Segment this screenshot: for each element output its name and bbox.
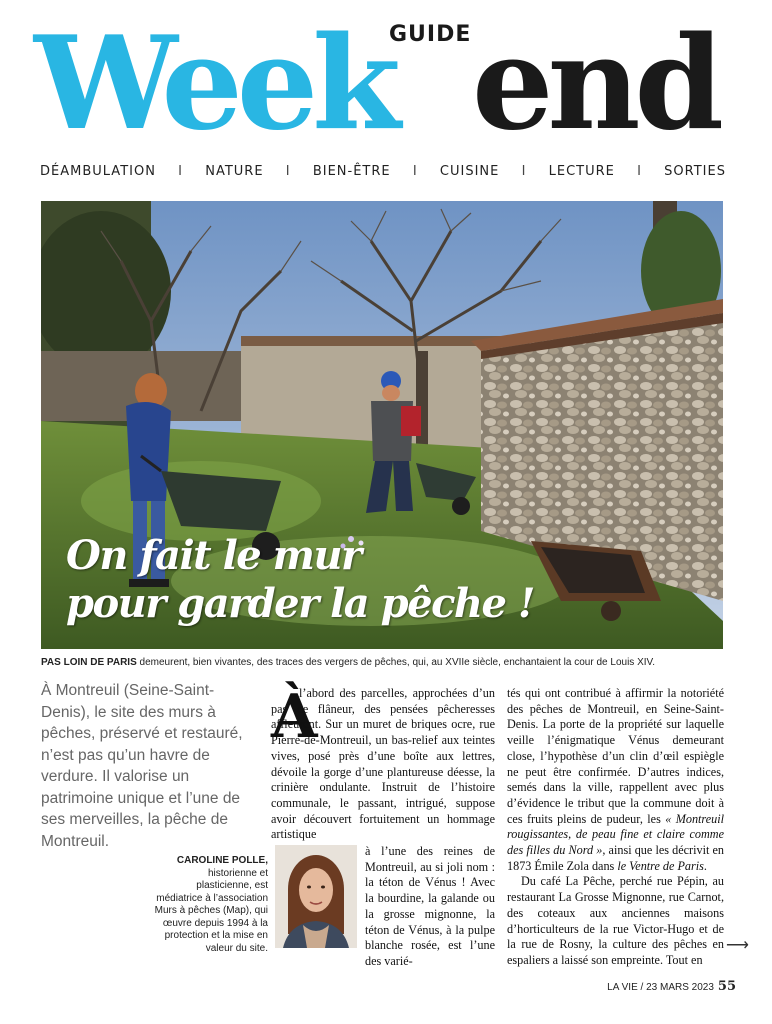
nav-item-lecture[interactable]: LECTURE	[548, 163, 615, 179]
nav-separator: I	[178, 163, 183, 179]
headline	[66, 532, 534, 628]
headline-line-2: pour garder la pêche !	[66, 580, 534, 627]
caption-lead: PAS LOIN DE PARIS	[41, 657, 137, 668]
col2-paragraph-1	[507, 686, 724, 873]
book-title: le Ventre de Paris	[617, 858, 704, 873]
author-bio: historienne et plasticienne, est médiatrice à l’association Murs à pêches (Map), qui œuvre depuis 1994 à la protection et la mise en valeur du site.	[154, 867, 268, 954]
nav-item-deambulation[interactable]: DÉAMBULATION	[40, 163, 156, 179]
nav-separator: I	[412, 163, 418, 179]
nav-separator: I	[637, 163, 642, 179]
masthead	[34, 9, 734, 159]
drop-cap: À	[271, 682, 318, 752]
body-column-1-continued: à l’une des reines de Montreuil, au si joli nom : la téton de Vénus ! Avec la bourdine, la galande ou la grosse mignonne, la téton de Vénus, à la pulpe blanche rosée, est l’une des varié-	[365, 844, 495, 968]
page-number: 55	[717, 979, 736, 994]
author-name: CAROLINE POLLE,	[176, 855, 268, 866]
col2-text: tés qui ont contribué à affirmir la notoriété des pêches de Montreuil, en Seine-Saint-Denis. La porte de la propriété sur laquelle veille l’énigmatique Vénus demeurant close, l’hypothèse d’un clin d’œil espiègle ne peut être confirmée. D’autres indices, semés dans la ville, rappellent avec plus d’évidence le tribut que la commune doit à ces fruits pleins de pudeur, les	[507, 686, 724, 826]
nav-item-nature[interactable]: NATURE	[205, 163, 264, 179]
col2-paragraph-2: Du café La Pêche, perché rue Pépin, au restaurant La Grosse Mignonne, rue Carnot, des coteaux aux anciennes maisons d’horticulteurs de la rue Victor-Hugo et de la rue de Rosny, la culture des pêches en espaliers a laissé son empreinte. Tout en	[507, 874, 724, 967]
zola-quote: « Montreuil rougissantes, de peau fine et claire comme des filles du Nord »	[507, 811, 724, 858]
headline-line-1: On fait le mur	[66, 532, 361, 579]
masthead-week: Week	[34, 9, 395, 159]
masthead-guide: GUIDE	[389, 22, 472, 47]
nav-item-bien-etre[interactable]: BIEN-ÊTRE	[312, 163, 391, 179]
nav-item-sorties[interactable]: SORTIES	[664, 163, 726, 179]
page-footer	[607, 979, 736, 994]
continue-arrow-icon: ⟶	[726, 937, 749, 954]
body-column-2	[507, 686, 724, 969]
author-portrait	[275, 845, 357, 948]
masthead-end: end	[472, 9, 718, 159]
author-block	[150, 855, 268, 955]
article-intro: À Montreuil (Seine-Saint-Denis), le site des murs à pêches, préservé et restauré, n’est pas qu’un havre de verdure. Il valorise un patrimoine unique et l’une de ses merveilles, la pêche de Montreuil.	[41, 682, 243, 850]
col2-text-cont: , ainsi que les décrivit en 1873 Émile Zola dans	[507, 843, 724, 873]
col2-text-end: .	[703, 858, 707, 873]
body-column-1: l’abord des parcelles, approchées d’un pas de flâneur, des pensées pêcheresses affleurent. Sur un muret de briques ocre, rue Pierre-de-Montreuil, un bas-relief aux teintes vives, posé près d’une boîte aux lettres, dévoile la gorge d’une plantureuse déesse, la crinière ondulante. Instruit de l’histoire communale, le passant, intrigué, suppose avoir découvert fortuitement un hommage artistique	[271, 686, 495, 842]
nav-item-cuisine[interactable]: CUISINE	[439, 163, 500, 179]
nav-separator: I	[521, 163, 527, 179]
portrait-illustration	[275, 845, 357, 948]
nav-separator: I	[285, 163, 291, 179]
issue-info: LA VIE / 23 MARS 2023	[607, 982, 714, 993]
caption-text: demeurent, bien vivantes, des traces des vergers de pêches, qui, au XVIIe siècle, enchantaient la cour de Louis XIV.	[136, 657, 656, 668]
section-nav	[40, 161, 726, 181]
photo-caption	[41, 656, 731, 669]
